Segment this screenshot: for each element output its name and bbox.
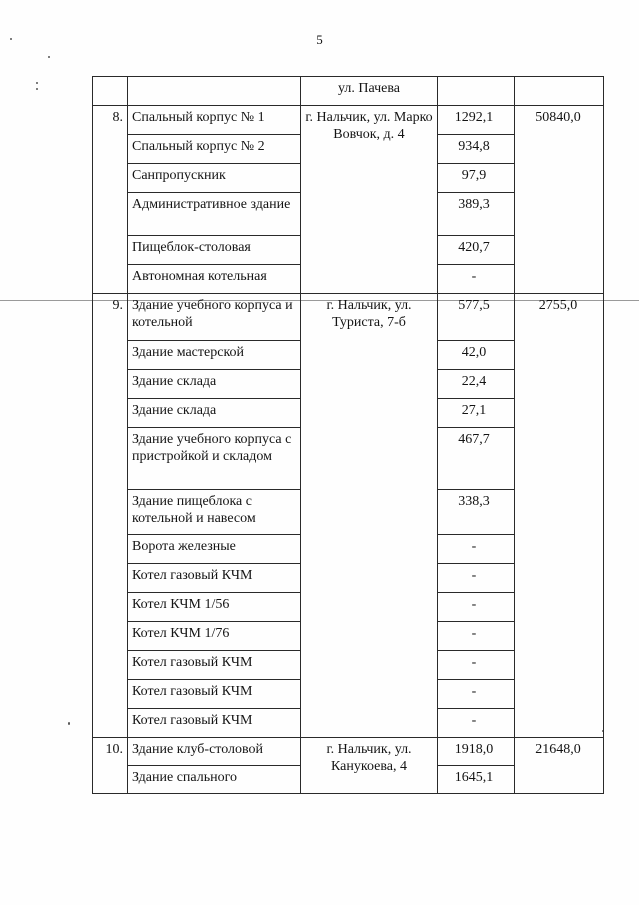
object-name: Здание клуб-столовой <box>128 738 301 766</box>
object-address: ул. Пачева <box>301 77 438 106</box>
object-area: - <box>438 709 515 738</box>
object-name: Котел газовый КЧМ <box>128 651 301 680</box>
object-area: - <box>438 265 515 294</box>
object-area: - <box>438 593 515 622</box>
row-number: 9. <box>93 294 128 738</box>
object-address: г. Нальчик, ул. Туриста, 7-б <box>301 294 438 738</box>
row-number <box>93 77 128 106</box>
object-name: Административное здание <box>128 193 301 236</box>
object-name: Здание учебного корпуса и котельной <box>128 294 301 341</box>
object-area: 27,1 <box>438 399 515 428</box>
scan-speck <box>48 56 50 58</box>
object-area: 42,0 <box>438 341 515 370</box>
object-name: Спальный корпус № 2 <box>128 135 301 164</box>
object-area: 934,8 <box>438 135 515 164</box>
object-area: - <box>438 622 515 651</box>
object-name: Здание склада <box>128 399 301 428</box>
object-area: 467,7 <box>438 428 515 490</box>
scan-speck <box>36 88 38 90</box>
table-row <box>93 294 604 341</box>
scan-speck <box>36 82 38 84</box>
object-area: 1918,0 <box>438 738 515 766</box>
object-name: Пищеблок-столовая <box>128 236 301 265</box>
object-area: - <box>438 651 515 680</box>
object-name: Котел газовый КЧМ <box>128 709 301 738</box>
object-area: 389,3 <box>438 193 515 236</box>
row-number: 8. <box>93 106 128 294</box>
object-area: - <box>438 564 515 593</box>
object-name <box>128 77 301 106</box>
object-name: Котел КЧМ 1/56 <box>128 593 301 622</box>
object-address: г. Нальчик, ул. Канукоева, 4 <box>301 738 438 794</box>
scan-speck <box>68 722 70 725</box>
row-number: 10. <box>93 738 128 794</box>
table-row <box>93 77 604 106</box>
object-name: Автономная котельная <box>128 265 301 294</box>
object-area: 577,5 <box>438 294 515 341</box>
object-name: Котел газовый КЧМ <box>128 680 301 709</box>
page-number: 5 <box>316 32 323 47</box>
object-name: Здание мастерской <box>128 341 301 370</box>
table-row <box>93 738 604 766</box>
object-cost: 21648,0 <box>515 738 604 794</box>
scan-speck <box>10 38 12 40</box>
object-name: Котел КЧМ 1/76 <box>128 622 301 651</box>
object-name: Спальный корпус № 1 <box>128 106 301 135</box>
object-area: 1292,1 <box>438 106 515 135</box>
object-area: 22,4 <box>438 370 515 399</box>
property-table <box>92 76 604 794</box>
object-area: 97,9 <box>438 164 515 193</box>
object-address: г. Нальчик, ул. Марко Вовчок, д. 4 <box>301 106 438 294</box>
object-area: 338,3 <box>438 490 515 535</box>
object-area: 420,7 <box>438 236 515 265</box>
object-area: - <box>438 680 515 709</box>
object-name: Котел газовый КЧМ <box>128 564 301 593</box>
object-name: Здание пищеблока с котельной и навесом <box>128 490 301 535</box>
object-name: Здание спального <box>128 766 301 794</box>
object-name: Ворота железные <box>128 535 301 564</box>
table-row <box>93 106 604 135</box>
object-cost <box>515 77 604 106</box>
object-name: Санпропускник <box>128 164 301 193</box>
object-name: Здание учебного корпуса с пристройкой и складом <box>128 428 301 490</box>
object-area: 1645,1 <box>438 766 515 794</box>
object-cost: 2755,0 <box>515 294 604 738</box>
object-area: - <box>438 535 515 564</box>
object-cost: 50840,0 <box>515 106 604 294</box>
object-name: Здание склада <box>128 370 301 399</box>
object-area <box>438 77 515 106</box>
